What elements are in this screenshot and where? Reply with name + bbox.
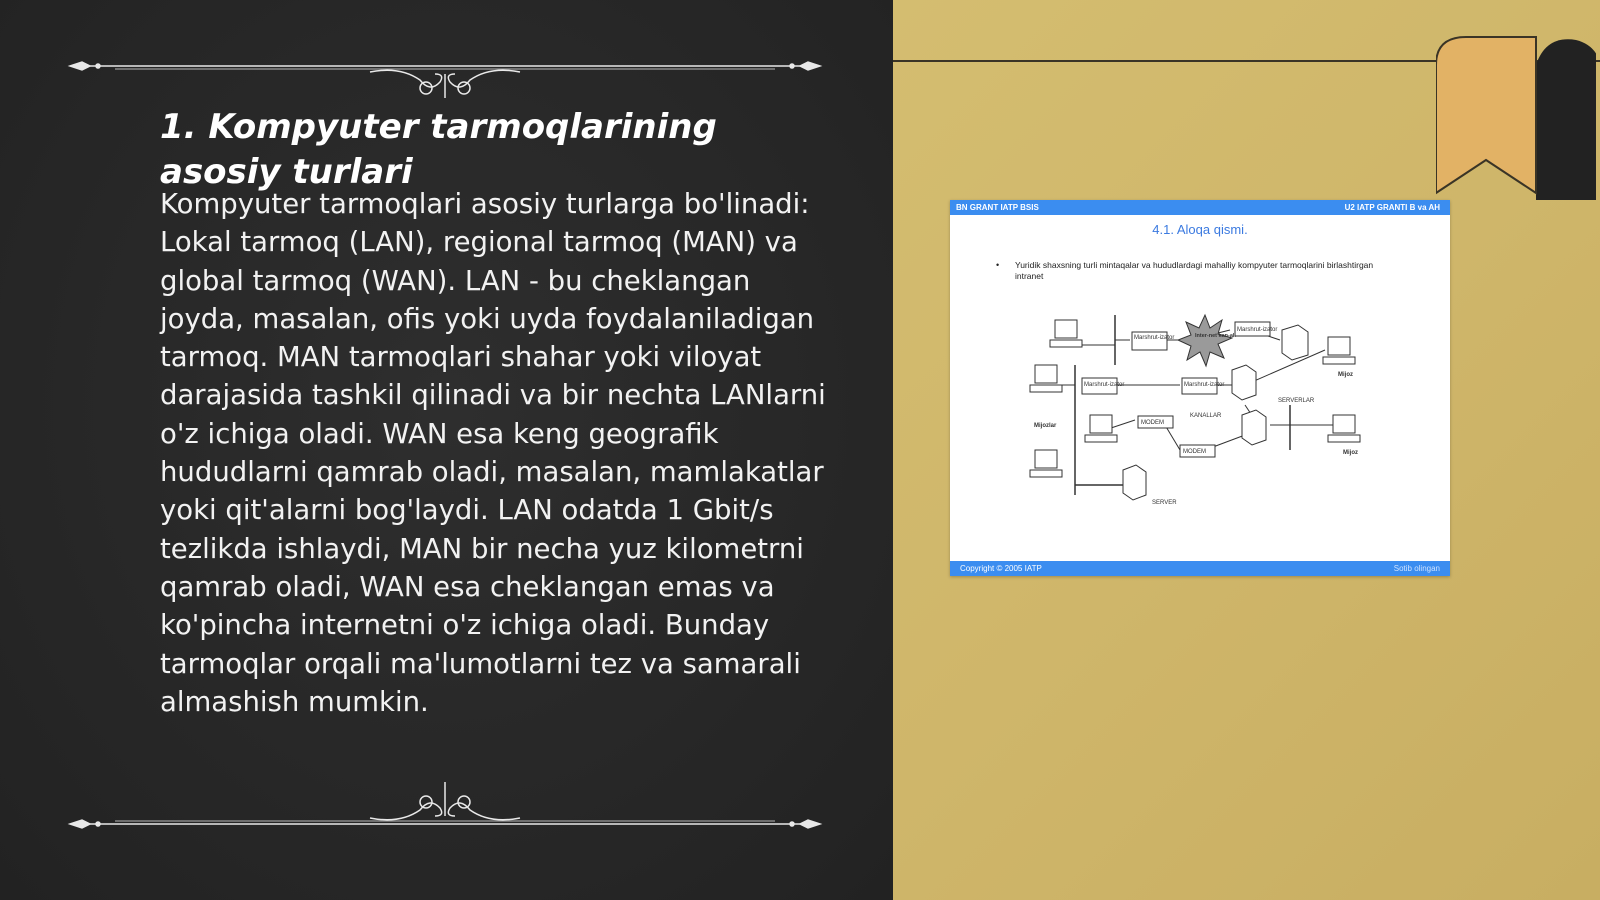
slide-header-bar	[950, 200, 1450, 215]
router-label: Marshrut-izator	[1134, 335, 1175, 341]
computer-icon	[1055, 320, 1077, 338]
router-label: Marshrut-izator	[1084, 382, 1125, 388]
bottom-ornament	[60, 772, 830, 832]
client-label: Mijoz	[1338, 372, 1353, 378]
slide-footer-right: Sotib olingan	[1393, 564, 1440, 573]
network-diagram	[1020, 310, 1380, 530]
slide-title: 4.1. Aloqa qismi.	[1152, 222, 1248, 237]
body-paragraph: Kompyuter tarmoqlari asosiy turlarga bo'linadi: Lokal tarmoq (LAN), regional tarmoq (MAN) va global tarmoq (WAN). LAN - bu cheklangan joyda, masalan, ofis yoki uyda foydalaniladigan tarmoq. MAN tarmoqlari shahar yoki viloyat darajasida tashkil qilinadi va bir nechta LANlarni o'z ichiga oladi. WAN esa keng geografik hududlarni qamrab oladi, masalan, mamlakatlar yoki qit'alarni bog'laydi. LAN odatda 1 Gbit/s tezlikda ishlaydi, MAN bir necha yuz kilometrni qamrab oladi, WAN esa cheklangan emas va ko'pincha internetni o'z ichiga oladi. Bunday tarmoqlar orqali ma'lumotlarni tez va samarali almashish mumkin.	[160, 188, 826, 718]
client-label: Mijoz	[1343, 450, 1358, 456]
clients-label: Mijozlar	[1034, 423, 1057, 429]
servers-label: SERVERLAR	[1278, 398, 1315, 404]
slide-text: Yuridik shaxsning turli mintaqalar va hududlardagi mahalliy kompyuter tarmoqlarini birlashtirgan intranet	[1015, 260, 1374, 281]
modem-label: MODEM	[1141, 420, 1164, 426]
slide-footer-bar	[950, 561, 1450, 576]
slide-bullet: •	[996, 260, 1000, 270]
computer-icon	[1090, 415, 1112, 433]
top-ornament	[60, 38, 830, 98]
slide-footer-left: Copyright © 2005 IATP	[960, 564, 1042, 573]
computer-icon	[1333, 415, 1355, 433]
internet-label: Inter-net kan-ali	[1195, 333, 1236, 339]
modem-label: MODEM	[1183, 449, 1206, 455]
computer-icon	[1035, 450, 1057, 468]
slide-header-left: BN GRANT IATP BSIS	[956, 203, 1039, 212]
page-title: 1. Kompyuter tarmoqlarining asosiy turlari	[160, 107, 717, 192]
computer-icon	[1035, 365, 1057, 383]
server-label: SERVER	[1152, 500, 1177, 506]
router-label: Marshrut-izator	[1237, 327, 1278, 333]
channels-label: KANALLAR	[1190, 413, 1222, 419]
router-label: Marshrut-izator	[1184, 382, 1225, 388]
computer-icon	[1328, 337, 1350, 355]
embedded-slide-image	[950, 200, 1450, 576]
slide-header-right: U2 IATP GRANTI B va AH	[1344, 203, 1440, 212]
bookmark-ribbon	[1436, 35, 1596, 200]
